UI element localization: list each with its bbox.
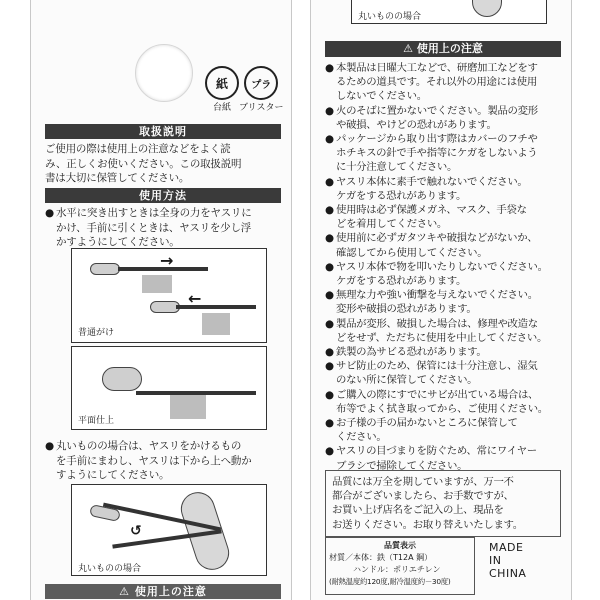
caution-item: ● サビ防止のため、保管には十分注意し、湿気 のない所に保管してください。 (325, 360, 538, 387)
arrow-right-icon: → (160, 251, 174, 270)
guarantee-line: お送りください。お取り替えいたします。 (332, 518, 523, 531)
handling-line: ご使用の際は使用上の注意などをよく読 (45, 143, 231, 155)
caution-item: ● ヤスリ本体に素手で触れないでください。 ケガをする恐れがあります。 (325, 175, 528, 202)
caution-item: ● 火のそばに置かないでください。製品の変形 や破損、やけどの恐れがあります。 (325, 104, 538, 131)
figure-label-normal: 普通がけ (78, 328, 115, 338)
plastic-recycle-icon: プラ ブリスター (239, 66, 283, 113)
handling-section (45, 124, 281, 186)
figure-normal-filing (71, 248, 267, 343)
usage-round-line: を手前にまわし、ヤスリは下から上へ動か (56, 454, 252, 467)
guarantee-line: 都合がございましたら、お手数ですが、 (332, 490, 514, 503)
figure-round-object-top (351, 0, 547, 24)
figure-label-flat: 平面仕上 (78, 416, 115, 426)
caution-title-left-section (45, 584, 281, 599)
caution-title-left: ⚠ 使用上の注意 (45, 584, 281, 599)
quality-temperature: (耐熱温度約120度,耐冷温度約－30度) (329, 577, 451, 586)
usage-flat-line: ● 水平に突き出すときは全身の力をヤスリに (45, 207, 252, 219)
figure-round-object (71, 484, 267, 576)
figure-label-round-top: 丸いものの場合 (358, 12, 422, 22)
caution-item: ● お子様の手の届かないところに保管して ください。 (325, 417, 518, 444)
caution-item: ● 鉄製の為サビる恐れがあります。 (325, 346, 487, 359)
caution-item: ● パッケージから取り出す際はカバーのフチや ホチキスの針で手や指等にケガをしないよう に十分注意してください。 (325, 133, 538, 174)
quality-label-box (325, 537, 475, 595)
instruction-card-right (310, 0, 572, 600)
arrow-up-icon: ↺ (130, 523, 142, 539)
caution-title: ⚠ 使用上の注意 (325, 41, 561, 57)
caution-item: ● 使用前に必ずガタツキや破損などがないか、 確認してから使用してください。 (325, 232, 538, 259)
made-in-china: MADE IN CHINA (489, 541, 527, 580)
guarantee-box (325, 470, 561, 537)
guarantee-line: お買い上げ店名をご記入の上、現品を (332, 504, 504, 517)
usage-round-line: すようにしてください。 (56, 469, 170, 481)
caution-item: ● ご購入の際にすでにサビが出ている場合は、 布等でよく拭き取ってから、ご使用ください。 (325, 388, 548, 415)
caution-item: ● ヤスリの目づまりを防ぐため、常にワイヤー ブラシで掃除してください。 (325, 445, 537, 472)
hang-hole (135, 44, 193, 102)
guarantee-line: 品質には万全を期していますが、万一不 (332, 476, 514, 488)
caution-item: ● 使用時は必ず保護メガネ、マスク、手袋な どを着用してください。 (325, 204, 527, 231)
paper-recycle-icon: 紙 台紙 (205, 66, 239, 113)
quality-handle: ハンドル：ポリエチレン (353, 565, 441, 574)
usage-flat-line: かけ、手前に引くときは、ヤスリを少し浮 (56, 221, 252, 234)
handling-title: 取扱説明 (45, 124, 281, 139)
arrow-left-icon: ← (188, 289, 202, 308)
caution-item: ● 本製品は日曜大工などで、研磨加工などをす るための道具です。それ以外の用途には使用 しないでください。 (325, 62, 538, 103)
caution-list (325, 57, 561, 473)
caution-item: ● 製品が変形、破損した場合は、修理や改造な どをせず、ただちに使用を中止してください。 (325, 317, 548, 344)
handling-line: 書は大切に保管してください。 (45, 172, 190, 184)
plastic-recycle-label: ブリスター (239, 103, 284, 113)
usage-flat-line: かすようにしてください。 (56, 236, 180, 248)
usage-section (45, 188, 281, 250)
paper-recycle-label: 台紙 (212, 103, 231, 113)
usage-round-line: ● 丸いものの場合は、ヤスリをかけるもの (45, 440, 242, 452)
quality-title: 品質表示 (384, 541, 416, 550)
usage-round-text (45, 439, 281, 483)
instruction-card-left (30, 0, 292, 600)
caution-section (325, 41, 561, 473)
figure-label-round: 丸いものの場合 (78, 564, 142, 574)
figure-flat-finishing (71, 346, 267, 430)
caution-item: ● 無理な力や強い衝撃を与えないでください。 変形や破損の恐れがあります。 (325, 289, 538, 316)
usage-title: 使用方法 (45, 188, 281, 203)
quality-material: 材質／本体：鉄（T12A 鋼） (329, 553, 433, 562)
handling-line: み、正しくお使いください。この取扱説明 (45, 157, 242, 170)
caution-item: ● ヤスリ本体で物を叩いたりしないでください。 ケガをする恐れがあります。 (325, 260, 548, 288)
